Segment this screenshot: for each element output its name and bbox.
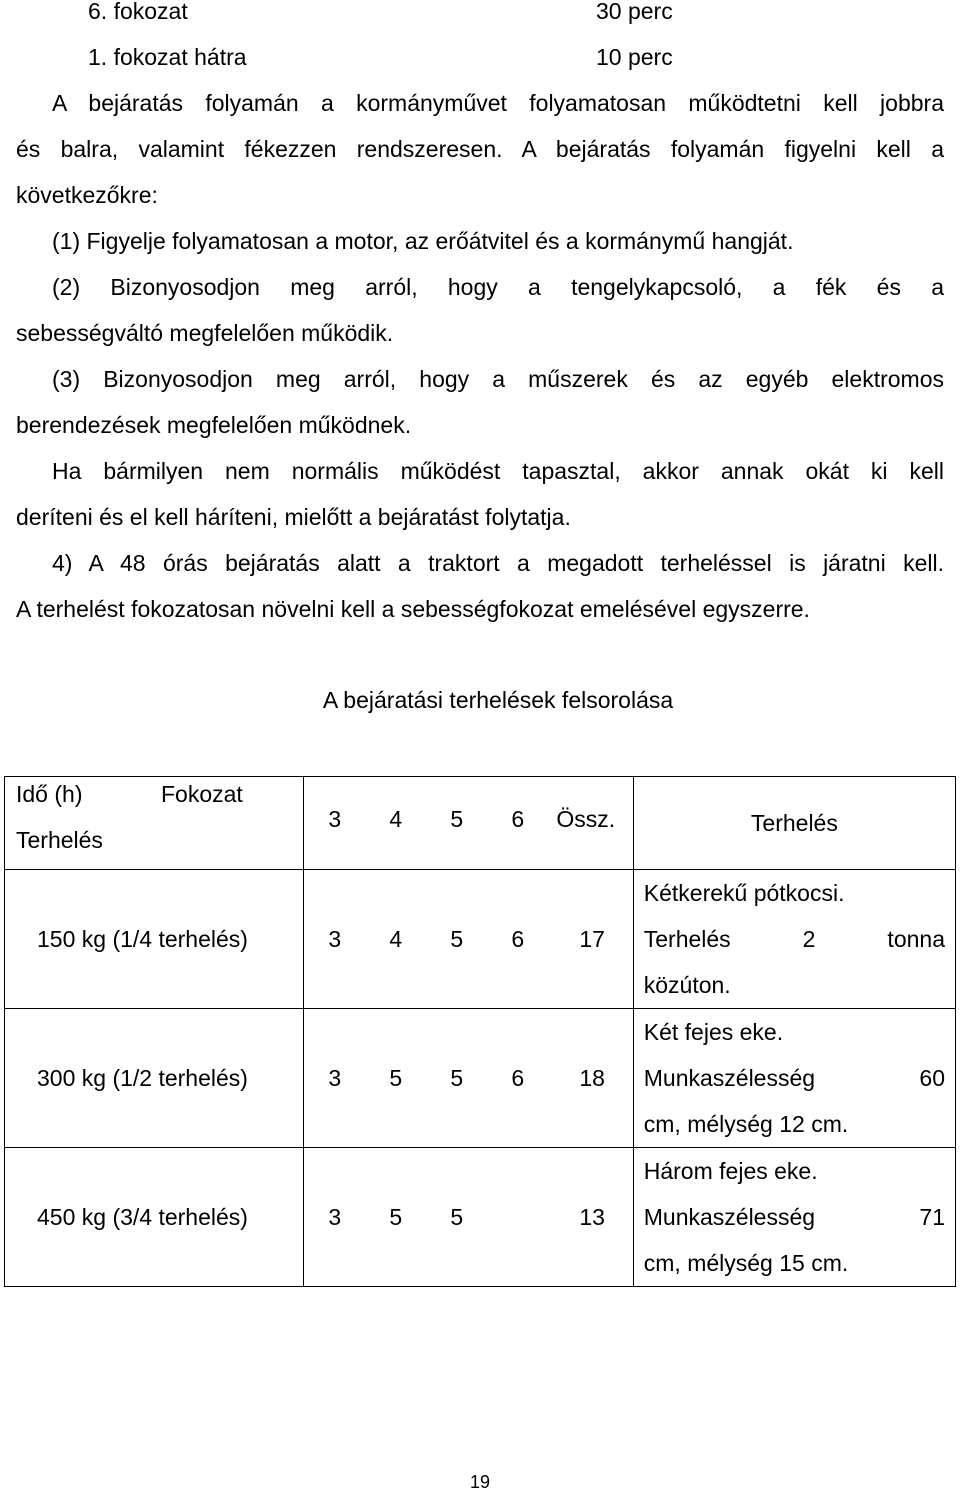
header-cell [5, 777, 304, 870]
header-time-label: Idő (h) [16, 781, 83, 807]
paragraph [16, 218, 944, 264]
paragraph-line: (3) Bizonyosodjon meg arról, hogy a műszerek és az egyéb elektromos [52, 366, 944, 392]
value: 3 [328, 926, 342, 952]
load-label: 300 kg (1/2 terhelés) [37, 1065, 248, 1091]
table-row [5, 1009, 956, 1148]
values-cell [304, 1009, 633, 1148]
load-cell [5, 1148, 304, 1287]
desc-cell [633, 1148, 955, 1287]
table-row [5, 1148, 956, 1287]
load-cell [5, 870, 304, 1009]
header-load-label: Terhelés [16, 827, 103, 853]
header-gears-cell [304, 777, 633, 870]
desc-cell [633, 870, 955, 1009]
paragraph [16, 80, 944, 218]
desc-line: Két fejes eke. [643, 1019, 784, 1045]
value: 5 [450, 1204, 464, 1230]
desc-line: közúton. [643, 972, 731, 998]
header-desc-cell: Terhelés [633, 777, 955, 870]
desc-line: cm, mélység 15 cm. [643, 1250, 849, 1276]
value: 6 [511, 926, 525, 952]
schedule-row [0, 34, 960, 80]
value: 4 [389, 926, 403, 952]
load-cell [5, 1009, 304, 1148]
value: 5 [450, 926, 464, 952]
schedule-time: 30 perc [596, 0, 673, 24]
paragraph [16, 448, 944, 540]
page-number: 19 [469, 1472, 491, 1492]
table-header-row [5, 777, 956, 870]
value: 5 [389, 1204, 403, 1230]
desc-line: Munkaszélesség 71 [643, 1204, 945, 1230]
schedule-time: 10 perc [596, 44, 673, 70]
value: 3 [328, 1065, 342, 1091]
paragraph-line: deríteni és el kell háríteni, mielőtt a bejáratást folytatja. [16, 504, 571, 530]
header-gear: 5 [450, 806, 464, 832]
value-total: 18 [579, 1065, 605, 1091]
value: 3 [328, 1204, 342, 1230]
paragraph-line: 4) A 48 órás bejáratás alatt a traktort a megadott terheléssel is járatni kell. [52, 550, 944, 576]
load-table [4, 776, 956, 1287]
paragraph-line: A bejáratás folyamán a kormányművet folyamatosan működtetni kell jobbra [52, 90, 944, 116]
table-row [5, 870, 956, 1009]
paragraph-line: (2) Bizonyosodjon meg arról, hogy a tengelykapcsoló, a fék és a [52, 274, 944, 300]
desc-cell [633, 1009, 955, 1148]
values-cell [304, 870, 633, 1009]
paragraph [16, 356, 944, 448]
header-gear-label: Fokozat [161, 781, 243, 807]
paragraph-line: és balra, valamint fékezzen rendszeresen. A bejáratás folyamán figyelni kell a [16, 136, 944, 162]
load-label: 450 kg (3/4 terhelés) [37, 1204, 248, 1230]
paragraph-line: Ha bármilyen nem normális működést tapasztal, akkor annak okát ki kell [52, 458, 944, 484]
paragraph-line: következőkre: [16, 182, 158, 208]
header-total: Össz. [556, 806, 616, 832]
schedule-row [0, 0, 960, 34]
value-total: 13 [579, 1204, 605, 1230]
paragraph-line: berendezések megfelelően működnek. [16, 412, 412, 438]
desc-line: Terhelés 2 tonna [643, 926, 945, 952]
table-title: A bejáratási terhelések felsorolása [322, 687, 674, 713]
header-gear: 4 [389, 806, 403, 832]
paragraph [16, 540, 944, 632]
desc-line: cm, mélység 12 cm. [643, 1111, 849, 1137]
value-total: 17 [579, 926, 605, 952]
desc-line: Munkaszélesség 60 [643, 1065, 945, 1091]
schedule-gear: 6. fokozat [88, 0, 188, 24]
paragraph [16, 264, 944, 356]
load-label: 150 kg (1/4 terhelés) [37, 926, 248, 952]
value: 5 [389, 1065, 403, 1091]
values-cell [304, 1148, 633, 1287]
paragraph-line: sebességváltó megfelelően működik. [16, 320, 394, 346]
value: 5 [450, 1065, 464, 1091]
desc-line: Három fejes eke. [643, 1158, 818, 1184]
schedule-gear: 1. fokozat hátra [88, 44, 247, 70]
header-gear: 6 [511, 806, 525, 832]
paragraph-line: A terhelést fokozatosan növelni kell a sebességfokozat emelésével egyszerre. [16, 596, 810, 622]
value: 6 [511, 1065, 525, 1091]
header-gear: 3 [328, 806, 342, 832]
desc-line: Kétkerekű pótkocsi. [643, 880, 845, 906]
paragraph-line: (1) Figyelje folyamatosan a motor, az erőátvitel és a kormánymű hangját. [52, 228, 794, 254]
